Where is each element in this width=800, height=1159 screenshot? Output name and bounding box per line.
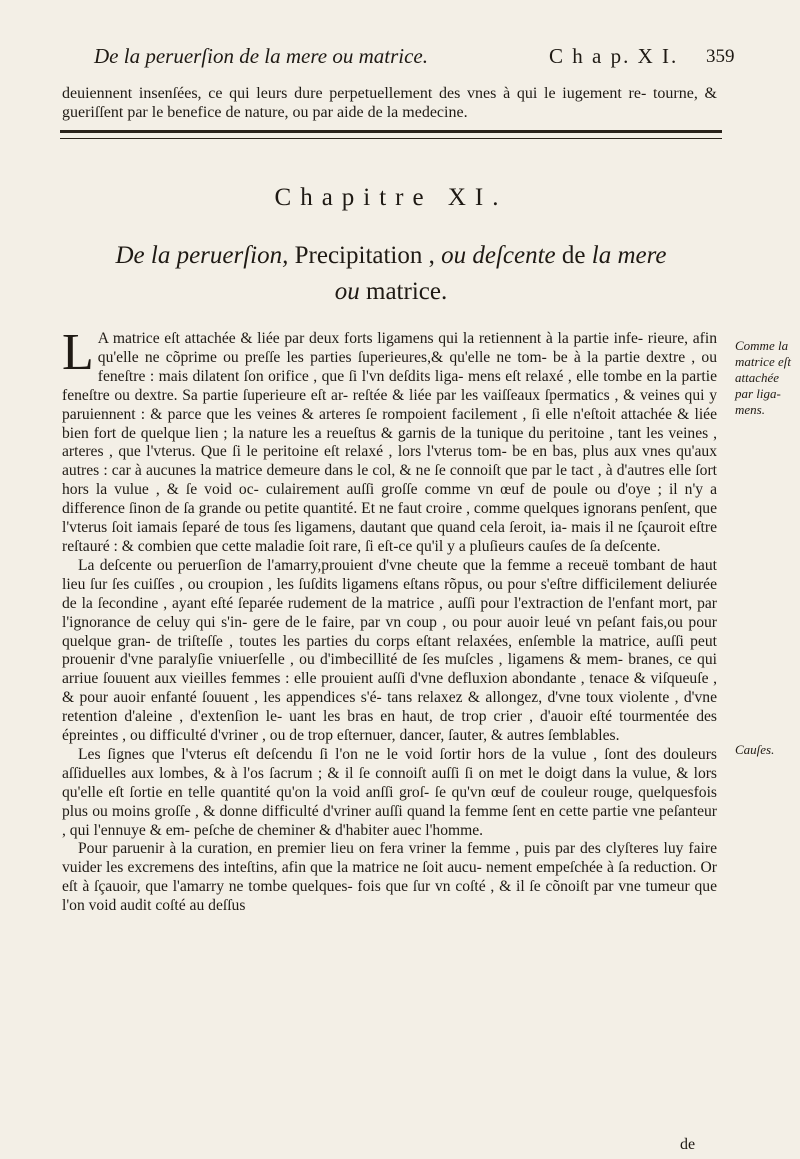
paragraph-1-text: A matrice eſt attachée & liée par deux forts ligamens qui la retiennent à la partie infe- rieure, afin qu'elle ne cõprime ou preſſe les parties ſuperieures,& qu'elle ne tom- be à la partie dextre , ou feneſtre : mais dilatent ſon orifice , que ſi l'vn deſdits liga- mens eſt relaxé , elle tombe en la partie feneſtre ou dextre. Sa partie ſuperieure eſt ar- reſtée & liée par les vaiſſeaux ſpermatics , & veines qui y paruiennent : & parce que les veines & arteres ſe rompoient facilement , ſi elle n'eſtoit attachée & liée bien fort de quelque lien ; la nature les a reueſtus & garnis de la tunique du peritoine , tant les veines , arteres , que l'vterus. Que ſi le peritoine eſt relaxé , lors l'vterus tom- be en bas, plus aux vnes qu'aux autres : car à aucunes la matrice demeure dans le col, & ne ſe connoiſt que par le tact , à d'autres elle ſort hors la vulue , & ſe void oc- culairement auſſi groſſe comme vn œuf de poule ou d'oye ; il n'y a difference ſinon de ſa grande ou petite quantité. Et ne faut croire , comme quelques ignorans penſent, que l'vterus ſoit iamais ſeparé de tous ſes ligamens, dautant que quand cela ſeroit, ia- mais il ne ſçauroit eſtre reſtauré : & combien que cette maladie ſoit rare, ſi eſt-ce qu'il y a pluſieurs cauſes de ſa deſcente. — [62, 330, 717, 555]
paragraph-3: Les ſignes que l'vterus eſt deſcendu ſi l'on ne le void ſortir hors de la vulue , ſont des douleurs aſſiduelles aux lombes, & à l'os ſacrum ; & il ſe connoiſt auſſi ſi on met le doigt dans la vulue, & lors qu'elle eſt ſortie en telle quantité qu'on la void anſſi groſ- ſe qu'vn œuf de couleur rouge, quelquesfois plus ou moins groſſe , & donne difficulté d'vriner auſſi quand la femme ſent en cette partie vne peſanteur , qui l'ennuye & em- peſche de cheminer & d'habiter auec l'homme. — [62, 745, 717, 839]
chapter-title — [60, 238, 722, 310]
chapter-heading: Chapitre XI. — [274, 184, 508, 211]
intro-paragraph: deuiennent insenſées, ce qui leurs dure perpetuellement des vnes à qui le iugement re- tourne, & gueriſſent par le benefice de nature, ou par aide de la medecine. — [62, 85, 717, 121]
page-number: 359 — [706, 46, 735, 67]
paragraph-1 — [62, 324, 717, 557]
running-head — [94, 44, 734, 78]
body-text — [62, 324, 717, 916]
running-head-title: De la peruerſion de la mere ou matrice. — [94, 44, 428, 68]
chapter-title-part2: Precipitation , — [288, 242, 442, 269]
chapter-title-part1: De la peruerſion, — [115, 242, 289, 269]
paragraph-4: Pour paruenir à la curation, en premier lieu on fera vriner la femme , puis par des clyſteres luy faire vuider les excremens des inteſtins, afin que la matrice ne ſoit aucu- nement empeſchée à ſa reduction. Or eſt à ſçauoir, que l'amarry ne tombe quelques- fois que ſur vn coſté , & il ſe cõnoiſt par vne tumeur que l'on void audit coſté au deſſus — [62, 840, 717, 915]
header-rule — [60, 130, 722, 139]
paragraph-2: La deſcente ou peruerſion de l'amarry,prouient d'vne cheute que la femme a receuë tombant de haut lieu ſur ſes cuiſſes , ou croupion , les ſuſdits ligamens eſtans rõpus, ou pour s'eſtre difficilement deliurée de la ſecondine , ayant eſté ſeparée rudement de la matrice , auſſi pour l'extraction de l'enfant mort, par l'ignorance de celuy qui s'in- gere de le faire, par vn coup , ou pour auoir leué vn peſant fais,ou pour quelque gran- de triſteſſe , toutes les parties du corps eſtant relaxées, enſemble la matrice, auſſi peut prouenir d'vne paralyſie vniuerſelle , ou d'imbecillité de ſes muſcles , ligamens & mem- branes, ce qui arriue ſouuent aux vieilles femmes : elle prouient auſſi d'vne defluxion abondante , tenace & viſqueuſe , & pour auoir enfanté ſouuent , les appendices s'é- tans relaxez & allongez, d'vne toux violente , d'vne retention d'aleine , d'extenſion le- uant les bras en haut, de trop crier , d'auoir eſté tourmentée des épreintes , ou difficulté d'vriner , ou de trop eſternuer, dancer, ſauter, & autres ſemblables. — [62, 556, 717, 745]
margin-note-causes: Cauſes. — [735, 742, 775, 757]
chapter-title-part4: de — [555, 242, 592, 269]
catchword: de — [680, 1136, 696, 1153]
chapter-title-part3: ou deſcente — [441, 242, 556, 269]
chapter-title-line2b: matrice. — [359, 278, 448, 305]
running-head-chapter: C h a p. X I. — [549, 44, 679, 68]
chapter-title-part5: la mere — [591, 242, 667, 269]
chapter-title-line2a: ou — [334, 278, 360, 305]
margin-note-ligaments: Comme la matrice eſt attachée par liga- mens. — [735, 338, 791, 417]
drop-cap: L — [62, 324, 94, 381]
